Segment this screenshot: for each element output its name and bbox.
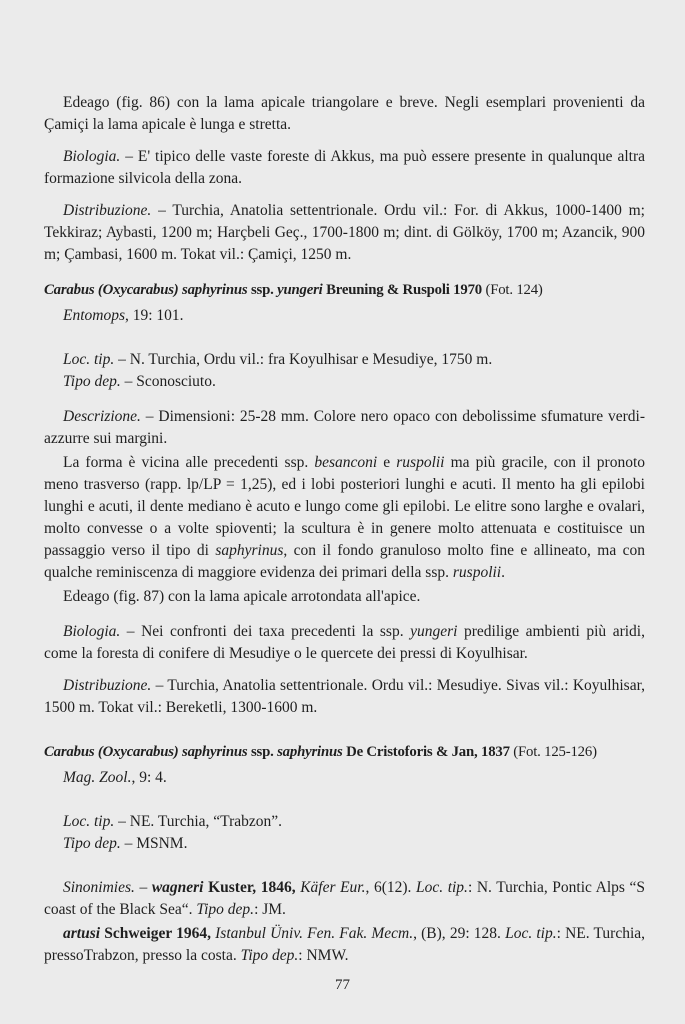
synonym-name: wagneri — [151, 879, 204, 896]
body-text: – — [134, 879, 152, 896]
body-text: – MSNM. — [120, 835, 188, 852]
paragraph-sinonimies-wagneri — [44, 877, 645, 921]
reference-entomops — [44, 305, 645, 327]
body-text: : NMW. — [298, 947, 349, 964]
paragraph-distribuzione-akkus — [44, 200, 645, 266]
paragraph-la-forma — [44, 452, 645, 584]
taxon-ruspolii: ruspolii — [396, 454, 445, 471]
body-text: – Turchia, Anatolia settentrionale. Ordu vil.: Mesudiye. Sivas vil.: Koyulhisar, 1500 m. Tokat vil.: Bereketli, 1300-1600 m. — [44, 677, 645, 716]
taxon-ruspolii: ruspolii — [452, 564, 502, 581]
heading-ssp-yungeri — [44, 279, 645, 301]
body-text: Edeago (fig. 87) con la lama apicale arrotondata all'apice. — [63, 588, 421, 605]
fot-reference: (Fot. 125-126) — [513, 744, 597, 760]
body-text: : JM. — [254, 901, 286, 918]
body-text: : NE. Turchia, pressoTrabzon, presso la costa. — [44, 925, 646, 964]
label-tipo-dep: Tipo dep. — [240, 947, 299, 964]
fot-reference: (Fot. 124) — [485, 282, 543, 298]
line-loc-tip-saphyrinus — [44, 811, 645, 833]
synonym-name: artusi — [63, 925, 101, 942]
paragraph-sinonimies-artusi — [44, 923, 645, 967]
taxon-besanconi: besanconi — [314, 454, 378, 471]
label-biologia: Biologia. — [63, 623, 121, 640]
body-text: – E' tipico delle vaste foreste di Akkus, ma può essere presente in qualunque altra formazione silvicola della zona. — [44, 148, 645, 187]
body-text: e — [377, 454, 397, 471]
line-tipo-dep-saphyrinus — [44, 833, 645, 855]
label-tipo-dep: Tipo dep. — [63, 373, 121, 390]
label-biologia: Biologia. — [63, 148, 121, 165]
body-text: , 6(12). — [365, 879, 416, 896]
body-text: Edeago (fig. 86) con la lama apicale triangolare e breve. Negli esemplari provenienti da Çamiçi la lama apicale è lunga e stretta. — [44, 94, 645, 133]
label-loc-tip: Loc. tip. — [505, 925, 557, 942]
label-tipo-dep: Tipo dep. — [196, 901, 255, 918]
heading-ssp-saphyrinus — [44, 741, 645, 763]
journal-name: Entomops — [63, 307, 125, 324]
paragraph-edeago-87 — [44, 586, 645, 608]
journal-name: Istanbul Üniv. Fen. Fak. Mecm. — [215, 925, 414, 942]
label-tipo-dep: Tipo dep. — [63, 835, 121, 852]
subspecies-name: yungeri — [277, 282, 323, 298]
body-text: La forma è vicina alle precedenti ssp. — [63, 454, 315, 471]
subspecies-name: saphyrinus — [277, 744, 343, 760]
label-distribuzione: Distribuzione. — [63, 677, 152, 694]
journal-ref: , 9: 4. — [131, 769, 167, 786]
label-loc-tip: Loc. tip. — [63, 351, 115, 368]
reference-mag-zool — [44, 767, 645, 789]
species-name: Carabus (Oxycarabus) saphyrinus — [44, 744, 248, 760]
paragraph-edeago-86 — [44, 92, 645, 136]
body-text: , (B), 29: 128. — [413, 925, 506, 942]
body-text: – Sconosciuto. — [120, 373, 216, 390]
body-text: predilige ambienti più aridi, come la foresta di conifere di Mesudiye o le quercete dei pressi di Koyulhisar. — [44, 623, 645, 662]
authority: De Cristoforis & Jan, 1837 — [342, 744, 514, 760]
paragraph-biologia-yungeri — [44, 621, 645, 665]
line-loc-tip-yungeri — [44, 349, 645, 371]
paragraph-descrizione — [44, 406, 645, 450]
body-text: , con il fondo granuloso molto fine e allineato, ma con qualche reminiscenza di maggiore evidenza dei primari della ssp. — [44, 542, 645, 581]
paragraph-distribuzione-yungeri — [44, 675, 645, 719]
synonym-authority: Kuster, 1846, — [203, 879, 301, 896]
line-tipo-dep-yungeri — [44, 371, 645, 393]
body-text: : N. Turchia, Pontic Alps “S coast of the Black Sea“. — [44, 879, 645, 918]
journal-name: Käfer Eur. — [300, 879, 366, 896]
paragraph-biologia-akkus — [44, 146, 645, 190]
journal-ref: , 19: 101. — [125, 307, 184, 324]
body-text: . — [501, 564, 505, 581]
label-loc-tip: Loc. tip. — [415, 879, 468, 896]
label-distribuzione: Distribuzione. — [63, 202, 152, 219]
taxon-saphyrinus: saphyrinus — [215, 542, 284, 559]
body-text: – NE. Turchia, “Trabzon”. — [114, 813, 283, 830]
body-text: – N. Turchia, Ordu vil.: fra Koyulhisar e Mesudiye, 1750 m. — [114, 351, 493, 368]
label-descrizione: Descrizione. — [63, 408, 141, 425]
body-text: – Dimensioni: 25-28 mm. Colore nero opaco con debolissime sfumature verdi-azzurre sui margini. — [44, 408, 645, 447]
species-name: Carabus (Oxycarabus) saphyrinus — [44, 282, 248, 298]
journal-name: Mag. Zool. — [63, 769, 132, 786]
body-text: – Nei confronti dei taxa precedenti la ssp. — [120, 623, 411, 640]
ssp-label: ssp. — [247, 282, 278, 298]
label-sinonimies: Sinonimies. — [63, 879, 135, 896]
body-text: ma più gracile, con il pronoto meno trasverso (rapp. lp/LP = 1,25), ed i lobi posteriori lunghi e acuti. Il mento ha gli epilobi lunghi e acuti, il dente mediano è acuto e lungo come gli epilobi. Le elitre sono larghe e ovalari, molto convesse o a volte spioventi; la scultura è in genere molto attenuata e costituisce un passaggio verso il tipo di — [44, 454, 645, 559]
ssp-label: ssp. — [247, 744, 278, 760]
page-number: 77 — [335, 977, 350, 993]
body-text: – Turchia, Anatolia settentrionale. Ordu vil.: For. di Akkus, 1000-1400 m; Tekkiraz; Aybasti, 1200 m; Harçbeli Geç., 1700-1800 m; dint. di Gölköy, 1700 m; Azancik, 900 m; Çambasi, 1600 m. Tokat vil.: Çamiçi, 1250 m. — [44, 202, 645, 263]
label-loc-tip: Loc. tip. — [63, 813, 115, 830]
synonym-authority: Schweiger 1964, — [100, 925, 216, 942]
authority: Breuning & Ruspoli 1970 — [322, 282, 486, 298]
taxon-yungeri: yungeri — [410, 623, 458, 640]
